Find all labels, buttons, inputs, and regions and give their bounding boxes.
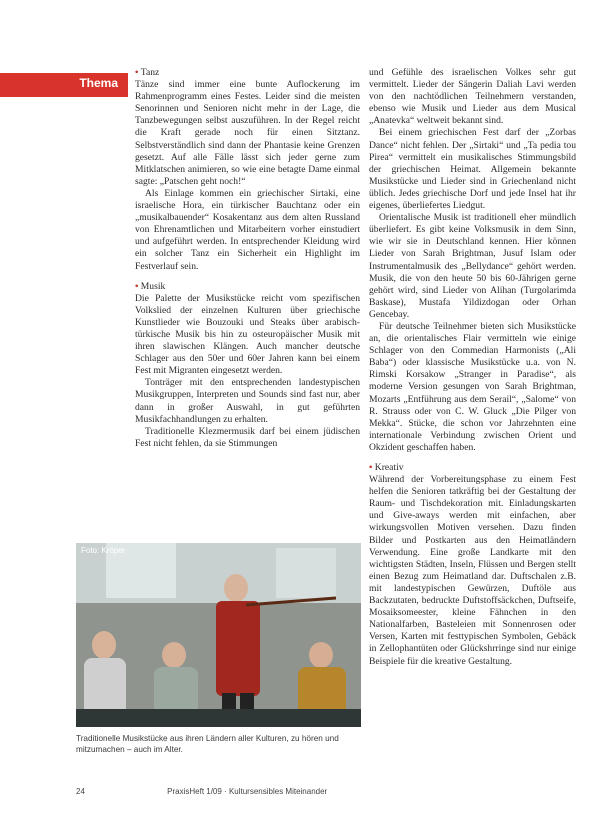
paragraph: Für deutsche Teilnehmer bieten sich Musikstücke an, die orientalisches Flair vermitteln wie einige Schlager von den Commedian Harmonists („Ali Baba“) oder klassische Musikstücke u.a. von N. Rimski Korsakow „Stranger in Paradise“, als moderne Version gesungen von Sarah Brightman, Mozarts „Entführung aus dem Serail“, „Salome“ von R. Strauss oder von C. W. Gluck „Die Pilger von Mekka“. Stücke, die schon vor Jahrzehnten eine internationale Verbindung zwischen Orient und Okzident geschaffen haben. [369, 320, 576, 453]
photo-caption: Traditionelle Musikstücke aus ihren Ländern aller Kulturen, zu hören und mitzumachen – auch im Alter. [76, 734, 339, 754]
paragraph: und Gefühle des israelischen Volkes sehr gut vermittelt. Lieder der Sängerin Daliah Lavi werden von den nachtödlichen Teilnehmern verstanden, ebenso wie Musik und Lieder aus dem Musical „Anatevka“ weltweit bekannt sind. [369, 67, 576, 127]
bullet-icon: • [135, 67, 141, 78]
section-tab-label: Thema [79, 76, 118, 90]
paragraph: Die Palette der Musikstücke reicht vom spezifischen Volkslied der einzelnen Kulturen über griechische Kunstlieder wie Bouzouki und Steaks über arabisch-türkische Musik bis hin zu osteuropäischer Musik mit ihren slawischen Klängen. Auch mancher deutsche Schlager aus den 50er und 60er Jahren kann bei einem Fest mit Migranten eingesetzt werden. [135, 292, 360, 377]
paragraph: Tänze sind immer eine bunte Auflockerung im Rahmenprogramm eines Festes. Leider sind die meisten Senorinnen und Senioren nicht mehr in der Lage, die Tanzbewegungen selbst auszuführen. In der Regel reicht die Kraft gerade noch für einen Sitztanz. Selbstverständlich sind dann der Phantasie keine Grenzen gesetzt. Auf alle Fälle lässt sich jeder gerne zum Mitklatschen animieren, so wie eine betagte Dame einmal sagte: „Patschen geht noch!“ [135, 79, 360, 187]
paragraph: Traditionelle Klezmermusik darf bei einem jüdischen Fest nicht fehlen, da sie Stimmungen [135, 425, 360, 449]
publication-name: PraxisHeft 1/09 · Kultursensibles Miteinander [167, 787, 328, 796]
page-footer [76, 787, 327, 796]
musicians-photo [76, 543, 361, 727]
paragraph: Bei einem griechischen Fest darf der „Zorbas Dance“ nicht fehlen. Der „Sirtaki“ und „Ta pedia tou Pirea“ vermittelt ein musikalisches Stimmungsbild der griechischen Heimat. Allgemein bekannte Musikstücke und Lieder sind in Griechenland nicht üblich. Jedes griechische Dorf und jede Insel hat ihr eigenes, überliefertes Liedgut. [369, 127, 576, 212]
musik-heading: • Musik [135, 280, 166, 292]
photo-illustration [76, 543, 361, 727]
paragraph: Orientalische Musik ist traditionell eher mündlich überliefert. Es gibt keine Volksmusik in dem Sinn, wie wir sie in Deutschland kennen. Hier können Lieder von Sarah Brightman, Jusuf Islam oder Instrumentalmusik des „Bellydance“ gehört werden. Musik, die von den heute 50 bis 60-Jährigen gerne gehört wird, sind Lieder von Alihan (Turgolarimda Baskase), Mustafa Yildizdogan oder Orhan Gencebay. [369, 212, 576, 320]
paragraph: Tonträger mit den entsprechenden landestypischen Musikgruppen, Interpreten und Sounds sind fast nur, aber dann in großer Auswahl, in gut geführten Musikfachhandlungen zu erhalten. [135, 377, 360, 425]
paragraph: Als Einlage kommen ein griechischer Sirtaki, eine israelische Hora, ein türkischer Bauchtanz oder ein „musikalbauender“ Kosakentanz aus dem alten Russland von Ehrenamtlichen und Mitarbeitern vorher einstudiert und aufgeführt werden. In entsprechender Kleidung wird ein solcher Tanz ein Sicherheit ein Highlight im Festverlauf sein. [135, 187, 360, 272]
page-number: 24 [76, 787, 85, 796]
left-column [135, 67, 360, 450]
section-tab [0, 73, 128, 97]
tanz-heading: • Tanz [135, 67, 160, 78]
right-column [369, 67, 576, 668]
kreativ-heading: • Kreativ [369, 462, 404, 473]
photo-credit: Foto: Kröper [81, 546, 126, 555]
paragraph: Während der Vorbereitungsphase zu einem Fest helfen die Senioren tatkräftig bei der Gestaltung der Raum- und Tischdekoration mit. Einladungskarten und Give-aways werden mit einfachen, aber wirkungsvollen Motiven versehen. Dazu finden Bilder und Postkarten aus den Heimatländern Verwendung. Eine große Landkarte mit den wichtigsten Städten, Inseln, Flüssen und Bergen stellt einen Bezug zum Heimatland dar. Duftschalen z.B. mit landestypischen Gewürzen, Duftöle aus Backzutaten, bedruckte Duftstoffsäckchen, Duftseife, Mosaiksomeester, kleine Fähnchen in den Nationalfarben, Basteleien mit Sonnenrosen oder Versen, Karten mit festtypischen Symbolen, Gebäck in Zellophantüten oder Glückshrringe sind nur einige Beispiele für die kreative Gestaltung. [369, 474, 576, 667]
bullet-icon: • [135, 280, 141, 292]
bullet-icon: • [369, 462, 375, 473]
